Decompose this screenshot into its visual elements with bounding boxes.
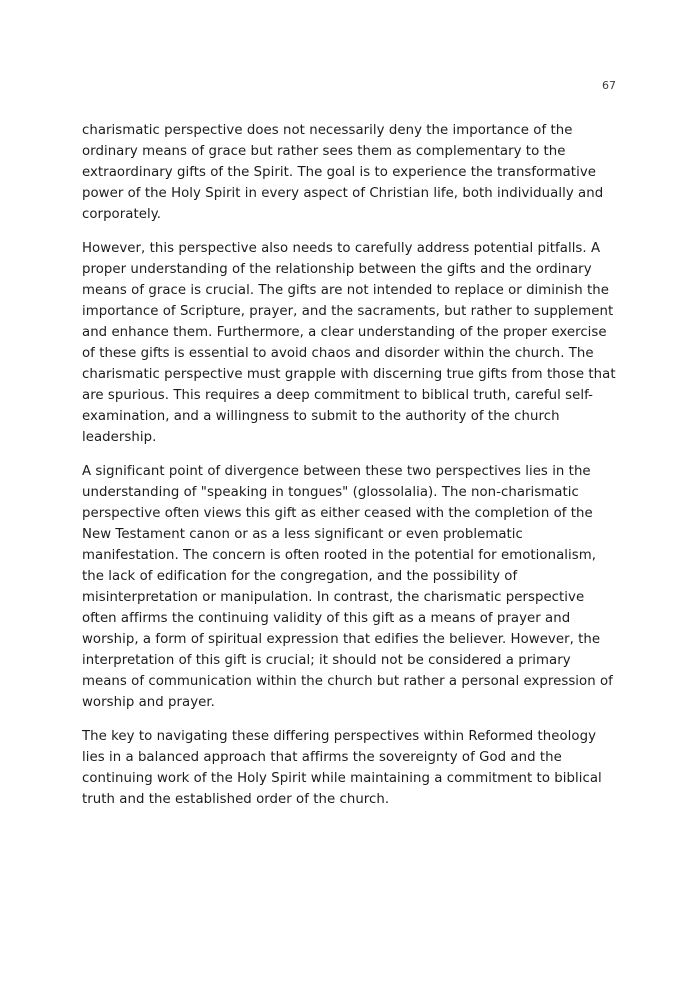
- paragraph-speaking-in-tongues: A significant point of divergence between these two perspectives lies in the understanding of "speaking in tongues" (glossolalia). The non-charismatic perspective often views this gift as either ceased with the completion of the New Testament canon or as a less significant or even problematic manifestation. The concern is often rooted in the potential for emotionalism, the lack of edification for the congregation, and the possibility of misinterpretation or manipulation. In contrast, the charismatic perspective often affirms the continuing validity of this gift as a means of prayer and worship, a form of spiritual expression that edifies the believer. However, the interpretation of this gift is crucial; it should not be considered a primary means of communication within the church but rather a personal expression of worship and prayer.: [82, 464, 613, 710]
- paragraph-key-to-navigating: The key to navigating these differing perspectives within Reformed theology lies in a balanced approach that affirms the sovereignty of God and the continuing work of the Holy Spirit while maintaining a commitment to biblical truth and the established order of the church.: [82, 729, 602, 807]
- paragraph-charismatic-perspective: charismatic perspective does not necessarily deny the importance of the ordinary means of grace but rather sees them as complementary to the extraordinary gifts of the Spirit. The goal is to experience the transformative power of the Holy Spirit in every aspect of Christian life, both individually and corporately.: [82, 123, 604, 222]
- paragraph-potential-pitfalls: However, this perspective also needs to carefully address potential pitfalls. A proper understanding of the relationship between the gifts and the ordinary means of grace is crucial. The gifts are not intended to replace or diminish the importance of Scripture, prayer, and the sacraments, but rather to supplement and enhance them. Furthermore, a clear understanding of the proper exercise of these gifts is essential to avoid chaos and disorder within the church. The charismatic perspective must grapple with discerning true gifts from those that are spurious. This requires a deep commitment to biblical truth, careful self-examination, and a willingness to submit to the authority of the church leadership.: [82, 241, 616, 445]
- page-content: [82, 120, 619, 823]
- page-number: 67: [602, 79, 616, 92]
